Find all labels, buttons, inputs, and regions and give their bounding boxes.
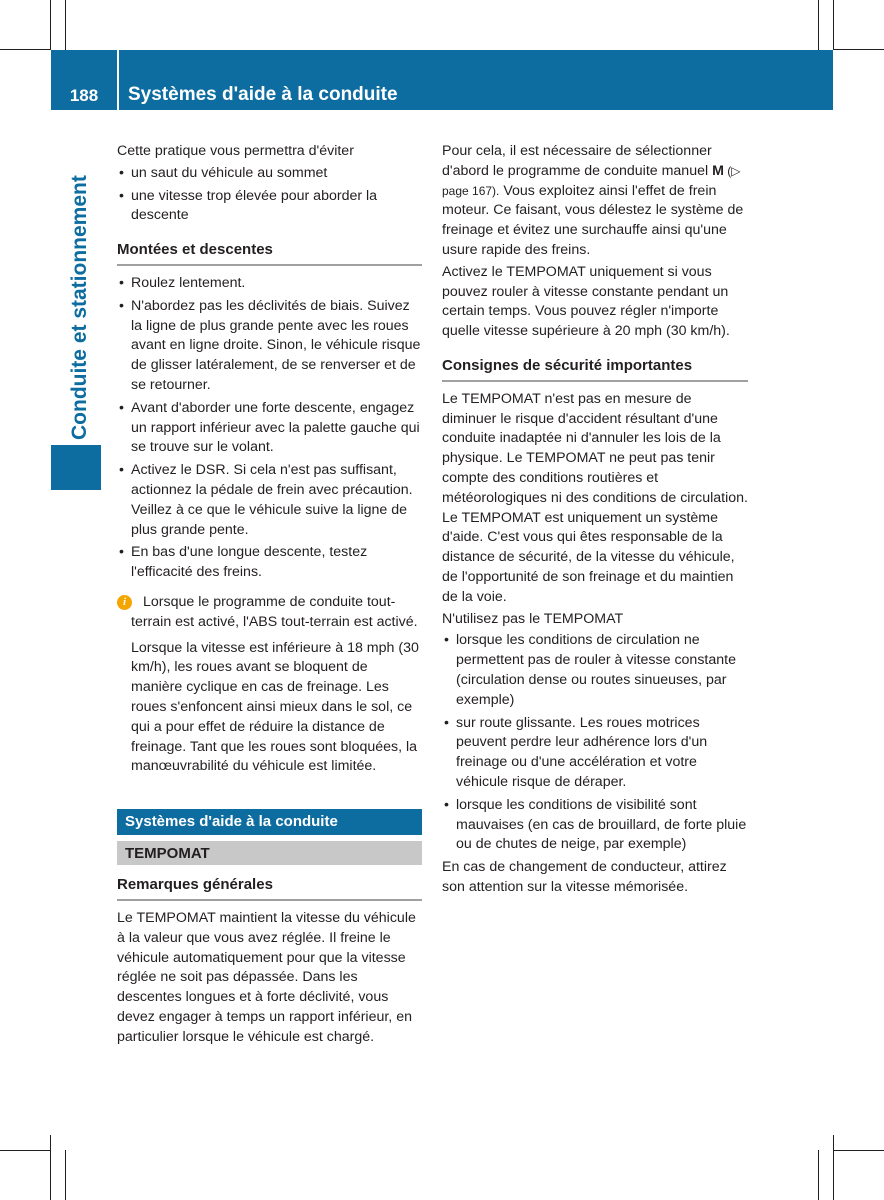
crop-mark xyxy=(50,1135,51,1200)
list-item: • lorsque les conditions de circulation ne permettent pas de rouler à vitesse constante (circulation dense ou routes sinueuses, par exemple) xyxy=(442,631,748,710)
crop-mark xyxy=(50,0,51,50)
list-item: • sur route glissante. Les roues motrices peuvent perdre leur adhérence lors d'un freinage ou d'une accélération et votre véhicule risque de déraper. xyxy=(442,714,748,793)
info-text: Lorsque le programme de conduite tout-terrain est activé, l'ABS tout-terrain est activé. xyxy=(131,593,418,630)
crop-mark xyxy=(65,1150,66,1200)
crop-mark xyxy=(833,1135,834,1200)
heading-montees: Montées et descentes xyxy=(117,240,422,266)
left-column xyxy=(117,142,422,1049)
section-title: Systèmes d'aide à la conduite xyxy=(117,809,422,835)
paragraph-text: Pour cela, il est nécessaire de sélectionner d'abord le programme de conduite manuel xyxy=(442,143,713,179)
intro-list xyxy=(117,164,422,226)
info-text: Lorsque la vitesse est inférieure à 18 mph (30 km/h), les roues avant se bloquent de manière cyclique en cas de freinage. Les roues s'enfoncent ainsi mieux dans le sol, ce qui a pour effet de réduire la distance de freinage. Tant que les roues sont bloquées, la manœuvrabilité du véhicule est limitée. xyxy=(131,639,419,775)
paragraph xyxy=(442,142,748,261)
crop-mark xyxy=(0,1150,50,1151)
program-letter: M xyxy=(712,162,724,179)
list-item: • une vitesse trop élevée pour aborder la descente xyxy=(117,187,422,227)
list-item: • un saut du véhicule au sommet xyxy=(117,164,422,184)
montees-list xyxy=(117,274,422,583)
side-tab-label: Conduite et stationnement xyxy=(68,175,91,440)
paragraph: N'utilisez pas le TEMPOMAT xyxy=(442,610,624,627)
chapter-title: Systèmes d'aide à la conduite xyxy=(128,84,398,105)
list-item: • lorsque les conditions de visibilité sont mauvaises (en cas de brouillard, de forte pluie ou de chutes de neige, par exemple) xyxy=(442,796,748,855)
crop-mark xyxy=(818,1150,819,1200)
info-icon: i xyxy=(117,595,132,610)
list-item: • En bas d'une longue descente, testez l'efficacité des freins. xyxy=(117,543,422,583)
subsection-title: TEMPOMAT xyxy=(117,841,422,865)
list-item: • Avant d'aborder une forte descente, engagez un rapport inférieur avec la palette gauche qui se trouve sur le volant. xyxy=(117,399,422,458)
paragraph: Le TEMPOMAT n'est pas en mesure de diminuer le risque d'accident résultant d'une conduite inadaptée ni d'annuler les lois de la physique. Le TEMPOMAT ne peut pas tenir compte des conditions routières et météorologiques ni des conditions de circulation. Le TEMPOMAT est uniquement un système d'aide. C'est vous qui êtes responsable de la distance de sécurité, de la vitesse du véhicule, de l'opportunité de son freinage et du maintien de la voie. xyxy=(442,390,749,605)
header-divider xyxy=(117,50,119,110)
paragraph: En cas de changement de conducteur, attirez son attention sur la vitesse mémorisée. xyxy=(442,859,727,895)
page-number: 188 xyxy=(69,86,99,105)
info-note xyxy=(117,593,422,777)
paragraph-text: Vous exploitez ainsi l'effet de frein moteur. Ce faisant, vous délestez le système de freinage et évitez une surchauffe ainsi qu'une usure rapide des freins. xyxy=(442,182,744,258)
crop-mark xyxy=(834,49,884,50)
crop-mark xyxy=(65,0,66,50)
paragraph: Activez le TEMPOMAT uniquement si vous pouvez rouler à vitesse constante pendant un certain temps. Vous pouvez régler n'importe quelle vitesse supérieure à 20 mph (30 km/h). xyxy=(442,263,730,340)
list-item: • Roulez lentement. xyxy=(117,274,422,294)
remarques-text: Le TEMPOMAT maintient la vitesse du véhicule à la valeur que vous avez réglée. Il freine le véhicule automatiquement pour que la vitesse réglée ne soit pas dépassée. Dans les descentes longues et à forte déclivité, vous devez engager à temps un rapport inférieur, en particulier lorsque le véhicule est chargé. xyxy=(117,909,416,1045)
heading-remarques: Remarques générales xyxy=(117,875,422,901)
crop-mark xyxy=(0,49,50,50)
page-reference[interactable]: (▷ page 167). xyxy=(442,163,741,198)
list-item: • N'abordez pas les déclivités de biais. Suivez la ligne de plus grande pente avec les roues avant en ligne droite. Sinon, le véhicule risque de glisser latéralement, de se renverser et de se retourner. xyxy=(117,297,422,396)
crop-mark xyxy=(818,0,819,50)
warnings-list xyxy=(442,631,748,855)
intro-text: Cette pratique vous permettra d'éviter xyxy=(117,143,354,159)
crop-mark xyxy=(834,1150,884,1151)
list-item: • Activez le DSR. Si cela n'est pas suffisant, actionnez la pédale de frein avec précaution. Veillez à ce que le véhicule suive la ligne de plus grande pente. xyxy=(117,461,422,540)
heading-consignes: Consignes de sécurité importantes xyxy=(442,356,748,382)
crop-mark xyxy=(833,0,834,50)
side-tab-marker xyxy=(51,445,101,490)
right-column xyxy=(442,142,748,900)
